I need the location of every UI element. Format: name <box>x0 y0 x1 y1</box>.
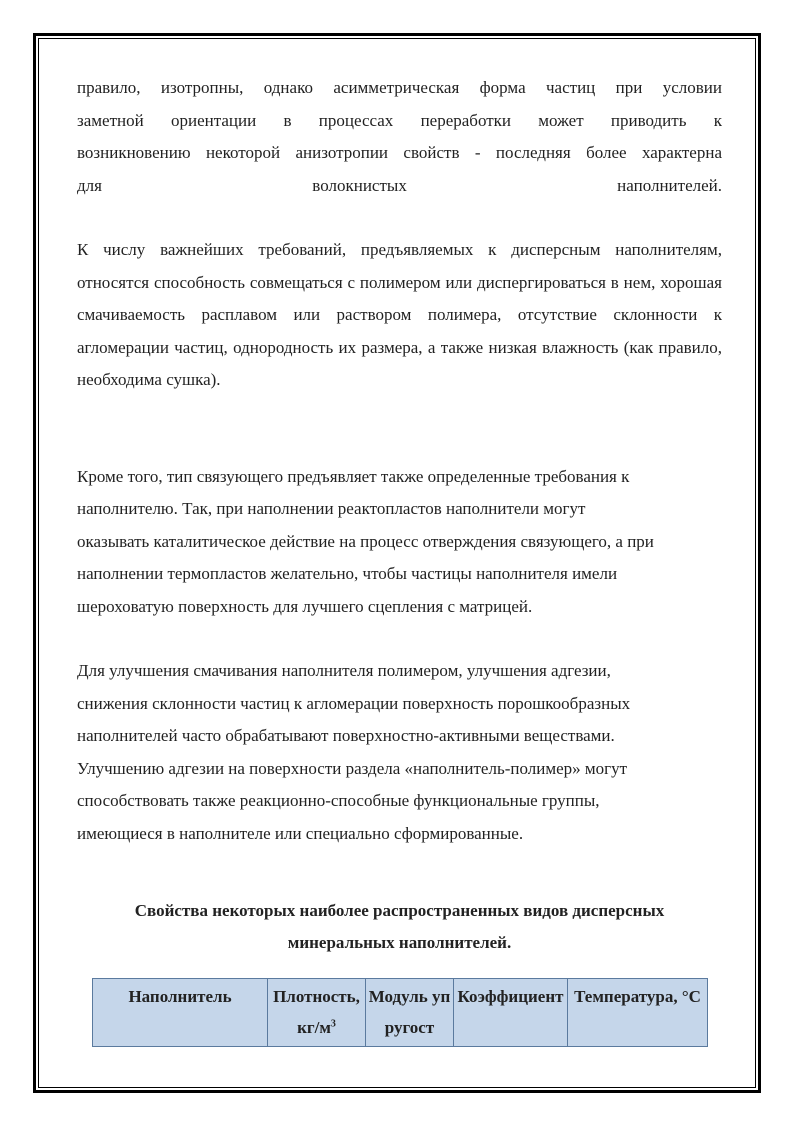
text-line: Для улучшения смачивания наполнителя полимером, улучшения адгезии, <box>77 661 611 680</box>
text-line: возникновению некоторой анизотропии свойств - последняя более характерна <box>77 143 722 162</box>
paragraph-1 <box>77 72 722 202</box>
text-line: наполнителей часто обрабатывают поверхностно-активными веществами. <box>77 726 615 745</box>
header-density <box>268 979 366 1047</box>
paragraph-3 <box>77 461 722 624</box>
text-line: оказывать каталитическое действие на процесс отверждения связующего, а при <box>77 531 654 551</box>
text-line: Улучшению адгезии на поверхности раздела «наполнитель-полимер» могут <box>77 758 628 778</box>
header-filler: Наполнитель <box>93 979 268 1047</box>
paragraph-2: К числу важнейших требований, предъявляемых к дисперсным наполнителям, относятся способность совмещаться с полимером или диспергироваться в нем, хорошая смачиваемость расплавом или раствором полимера, отсутствие склонности к агломерации частиц, однородность их размера, а также низкая влажность (как правило, необходима сушка). <box>77 240 722 389</box>
text-line: шероховатую поверхность для лучшего сцепления с матрицей. <box>77 596 533 616</box>
text-line: для волокнистых наполнителей. <box>77 175 722 195</box>
text-line: снижения склонности частиц к агломерации поверхность порошкообразных <box>77 693 631 713</box>
text-line: правило, изотропны, однако асимметрическая форма частиц при условии <box>77 78 722 97</box>
caption-line: Свойства некоторых наиболее распространенных видов дисперсных <box>134 901 665 920</box>
header-modulus: Модуль упругост <box>366 979 454 1047</box>
text-line: способствовать также реакционно-способные функциональные группы, <box>77 791 600 810</box>
header-density-text: Плотность, кг/м <box>273 987 360 1037</box>
text-line: наполнителю. Так, при наполнении реактопластов наполнители могут <box>77 499 586 518</box>
caption-line: минеральных наполнителей. <box>287 933 512 952</box>
text-line: заметной ориентации в процессах переработки может приводить к <box>77 110 722 130</box>
table-header-row <box>93 979 708 1047</box>
table-caption <box>77 895 722 959</box>
document-body <box>77 72 722 850</box>
text-line: наполнении термопластов желательно, чтобы частицы наполнителя имели <box>77 564 618 583</box>
paragraph-4 <box>77 655 722 850</box>
header-coefficient: Коэффициент <box>454 979 568 1047</box>
properties-table <box>92 978 708 1047</box>
text-line: Кроме того, тип связующего предъявляет также определенные требования к <box>77 466 630 486</box>
header-density-superscript: 3 <box>330 1018 336 1030</box>
header-temperature: Температура, °С <box>568 979 708 1047</box>
text-line: имеющиеся в наполнителе или специально сформированные. <box>77 823 524 843</box>
